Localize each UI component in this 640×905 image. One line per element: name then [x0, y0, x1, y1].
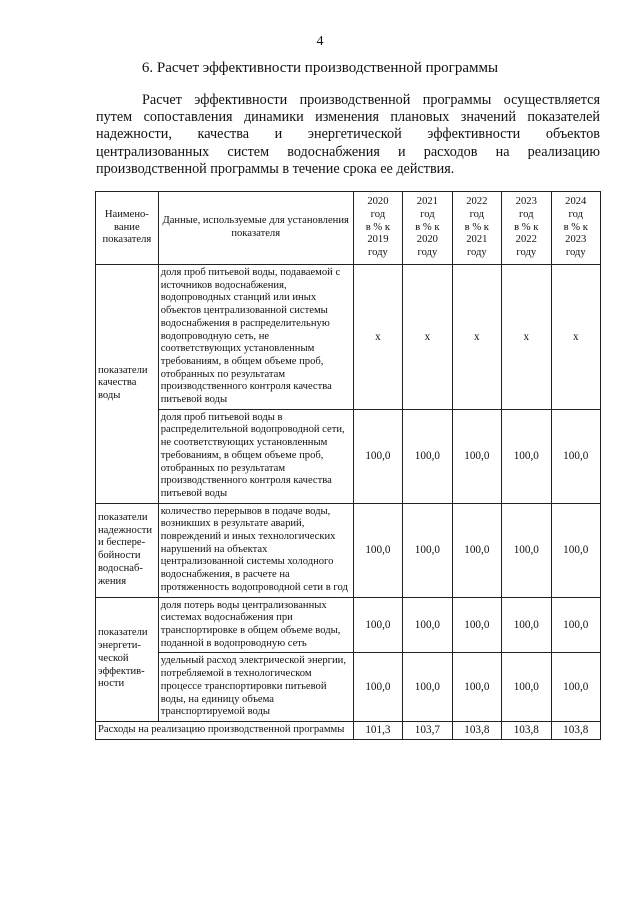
value-cell: 100,0: [353, 653, 402, 722]
expenses-label: Расходы на реализацию производственной программы: [96, 721, 354, 739]
row-description: доля проб питьевой воды в распределительной водопроводной сети, не соответствующих установленным требованиям, в общем объеме проб, отобранных по результатам производственного контроля качества питьевой воды: [158, 409, 353, 503]
row-description: удельный расход электрической энергии, потребляемой в технологическом процессе транспортировки питьевой воды, на единицу объема транспортируемой воды: [158, 653, 353, 722]
year-word: год: [370, 208, 386, 220]
row-description: доля потерь воды централизованных системах водоснабжения при транспортировке в общем объеме воды, поданной в водопроводную сеть: [158, 597, 353, 653]
year-label: 2024: [565, 196, 587, 208]
section-title: 6. Расчет эффективности производственной программы: [141, 60, 499, 76]
value-cell: x: [353, 265, 402, 410]
value-cell: 100,0: [502, 653, 551, 722]
value-cell: 100,0: [551, 409, 601, 503]
value-cell: x: [452, 265, 501, 410]
value-cell: 103,8: [502, 721, 551, 739]
value-cell: 100,0: [502, 503, 551, 597]
year-percent: в % к: [514, 221, 539, 233]
value-cell: 100,0: [403, 597, 452, 653]
header-data-col: Данные, используемые для установления показателя: [158, 192, 353, 265]
year-label: 2020: [367, 196, 389, 208]
value-cell: 100,0: [452, 503, 501, 597]
category-quality: показатели качества воды: [96, 265, 159, 504]
value-cell: 100,0: [502, 409, 551, 503]
year-base: 2021: [466, 234, 488, 246]
row-description: доля проб питьевой воды, подаваемой с источников водоснабжения, водопроводных станций или иных объектов централизованной системы водоснабжения в распределительную водопроводную сеть, не соответствующих установленным требованиям, в общем объеме проб, отобранных по результатам производственного контроля качества питьевой воды: [158, 265, 353, 410]
value-cell: 103,7: [403, 721, 452, 739]
header-year-2022: [452, 192, 501, 265]
year-word: год: [519, 208, 534, 220]
value-cell: x: [551, 265, 601, 410]
value-cell: 101,3: [353, 721, 402, 739]
year-percent: в % к: [415, 221, 440, 233]
header-year-2020: [353, 192, 402, 265]
value-cell: x: [403, 265, 452, 410]
table-row: [96, 597, 601, 653]
year-word: год: [568, 208, 583, 220]
category-reliability: показатели надежности и беспере-бойности водоснаб-жения: [96, 503, 159, 597]
table-row: [96, 409, 601, 503]
value-cell: 100,0: [452, 597, 501, 653]
year-percent: в % к: [563, 221, 588, 233]
header-year-2024: [551, 192, 601, 265]
efficiency-table: [95, 191, 601, 740]
value-cell: 100,0: [502, 597, 551, 653]
table-row: [96, 653, 601, 722]
year-label: 2021: [416, 196, 438, 208]
table-row: [96, 503, 601, 597]
value-cell: 100,0: [551, 503, 601, 597]
year-base: 2023: [565, 234, 587, 246]
value-cell: 103,8: [551, 721, 601, 739]
row-description: количество перерывов в подаче воды, возникших в результате аварий, повреждений и иных технологических нарушений на объектах централизованной системы холодного водоснабжения, в расчете на протяженность водопроводной сети в год: [158, 503, 353, 597]
value-cell: 100,0: [452, 409, 501, 503]
value-cell: 100,0: [551, 597, 601, 653]
value-cell: 100,0: [403, 653, 452, 722]
year-suffix: году: [516, 247, 537, 259]
year-label: 2023: [515, 196, 537, 208]
intro-paragraph-text: Расчет эффективности производственной программы осуществляется путем сопоставления динамики изменения плановых значений показателей надежности, качества и энергетической эффективности объектов централизованных систем водоснабжения и расходов на реализацию производственной программы в течение срока ее действия.: [96, 92, 600, 177]
table-row: [96, 265, 601, 410]
value-cell: 100,0: [353, 409, 402, 503]
year-base: 2022: [515, 234, 537, 246]
year-suffix: году: [368, 247, 388, 259]
table-header-row: [96, 192, 601, 265]
year-label: 2022: [466, 196, 488, 208]
value-cell: 100,0: [353, 503, 402, 597]
header-year-2023: [502, 192, 551, 265]
value-cell: 100,0: [353, 597, 402, 653]
year-suffix: году: [417, 247, 438, 259]
value-cell: 100,0: [403, 409, 452, 503]
value-cell: 100,0: [452, 653, 501, 722]
year-suffix: году: [565, 247, 586, 259]
year-percent: в % к: [464, 221, 489, 233]
value-cell: 103,8: [452, 721, 501, 739]
year-word: год: [469, 208, 485, 220]
intro-paragraph: [96, 92, 600, 178]
year-suffix: году: [466, 247, 487, 259]
value-cell: x: [502, 265, 551, 410]
year-base: 2019: [367, 234, 389, 246]
value-cell: 100,0: [551, 653, 601, 722]
year-percent: в % к: [365, 221, 391, 233]
year-base: 2020: [416, 234, 438, 246]
page-number: 4: [316, 34, 324, 49]
value-cell: 100,0: [403, 503, 452, 597]
year-word: год: [420, 208, 435, 220]
header-year-2021: [403, 192, 452, 265]
category-energy-efficiency: показатели энергети-ческой эффектив-ности: [96, 597, 159, 721]
header-name-col: Наимено-вание показателя: [96, 192, 159, 265]
expenses-row: [96, 721, 601, 739]
